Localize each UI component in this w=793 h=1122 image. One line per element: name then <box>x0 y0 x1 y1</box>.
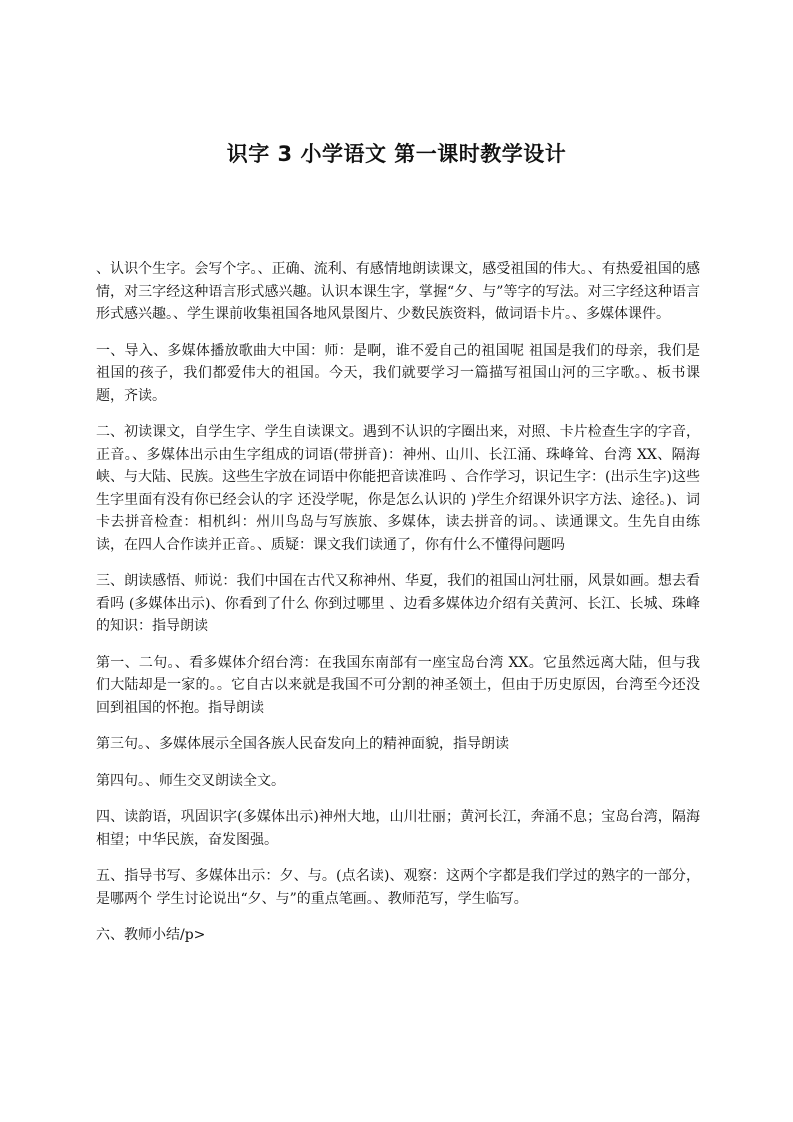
paragraph-objectives: 、认识个生字。会写个字。、正确、流利、有感情地朗读课文，感受祖国的伟大。、有热爱祖国的感情，对三字经这种语言形式感兴趣。认识本课生字，掌握“夕、与”等字的写法。对三字经这种语言形式感兴趣。、学生课前收集祖国各地风景图片、少数民族资料，做词语卡片。、多媒体课件。 <box>96 261 700 322</box>
paragraph-writing-guidance: 五、指导书写、多媒体出示：夕、与。(点名读)、观察：这两个字都是我们学过的熟字的一部分，是哪两个 学生讨论说出“夕、与”的重点笔画。、教师范写，学生临写。 <box>96 868 700 907</box>
paragraph-fourth-sentence: 第四句。、师生交叉朗读全文。 <box>96 772 285 789</box>
paragraph-reading-comprehension: 三、朗读感悟、师说：我们中国在古代又称神州、华夏，我们的祖国山河壮丽，风景如画。想去看看吗 (多媒体出示)、你看到了什么 你到过哪里 、边看多媒体边介绍有关黄河、长江、长城、珠峰的知识：指导朗读 <box>96 573 700 634</box>
paragraph-introduction: 一、导入、多媒体播放歌曲大中国：师：是啊，谁不爱自己的祖国呢 祖国是我们的母亲，我们是祖国的孩子，我们都爱伟大的祖国。今天，我们就要学习一篇描写祖国山河的三字歌。、板书课题，齐读。 <box>96 342 700 404</box>
paragraph-summary: 六、教师小结/p> <box>96 927 206 943</box>
paragraph-third-sentence: 第三句。、多媒体展示全国各族人民奋发向上的精神面貌，指导朗读 <box>96 736 509 752</box>
paragraph-taiwan: 第一、二句。、看多媒体介绍台湾：在我国东南部有一座宝岛台湾 XX。它虽然远离大陆，但与我们大陆却是一家的。。它自古以来就是我国不可分割的神圣领土，但由于历史原因，台湾至今还没回到祖国的怀抱。指导朗读 <box>96 654 700 716</box>
document-title: 识字 3 小学语文 第一课时教学设计 <box>226 142 567 166</box>
paragraph-first-reading: 二、初读课文，自学生字、学生自读课文。遇到不认识的字圈出来，对照、卡片检查生字的字音，正音。、多媒体出示由生字组成的词语(带拼音)：神州、山川、长江涌、珠峰耸、台湾 XX、隔海峡、与大陆、民族。这些生字放在词语中你能把音读准吗 、合作学习，识记生字：(出示生字)这些生字里面有没有你已经会认的字 还没学呢，你是怎么认识的 )学生介绍课外识字方法、途径。)、词卡去拼音检查：相机纠：州川鸟岛与写族旅、多媒体，读去拼音的词。、读通课文。生先自由练读，在四人合作读并正音。、质疑：课文我们读通了，你有什么不懂得问题吗 <box>96 424 700 553</box>
document-body <box>96 258 700 961</box>
paragraph-rhymes: 四、读韵语，巩固识字(多媒体出示)神州大地，山川壮丽；黄河长江，奔涌不息；宝岛台湾，隔海相望；中华民族，奋发图强。 <box>96 809 700 848</box>
